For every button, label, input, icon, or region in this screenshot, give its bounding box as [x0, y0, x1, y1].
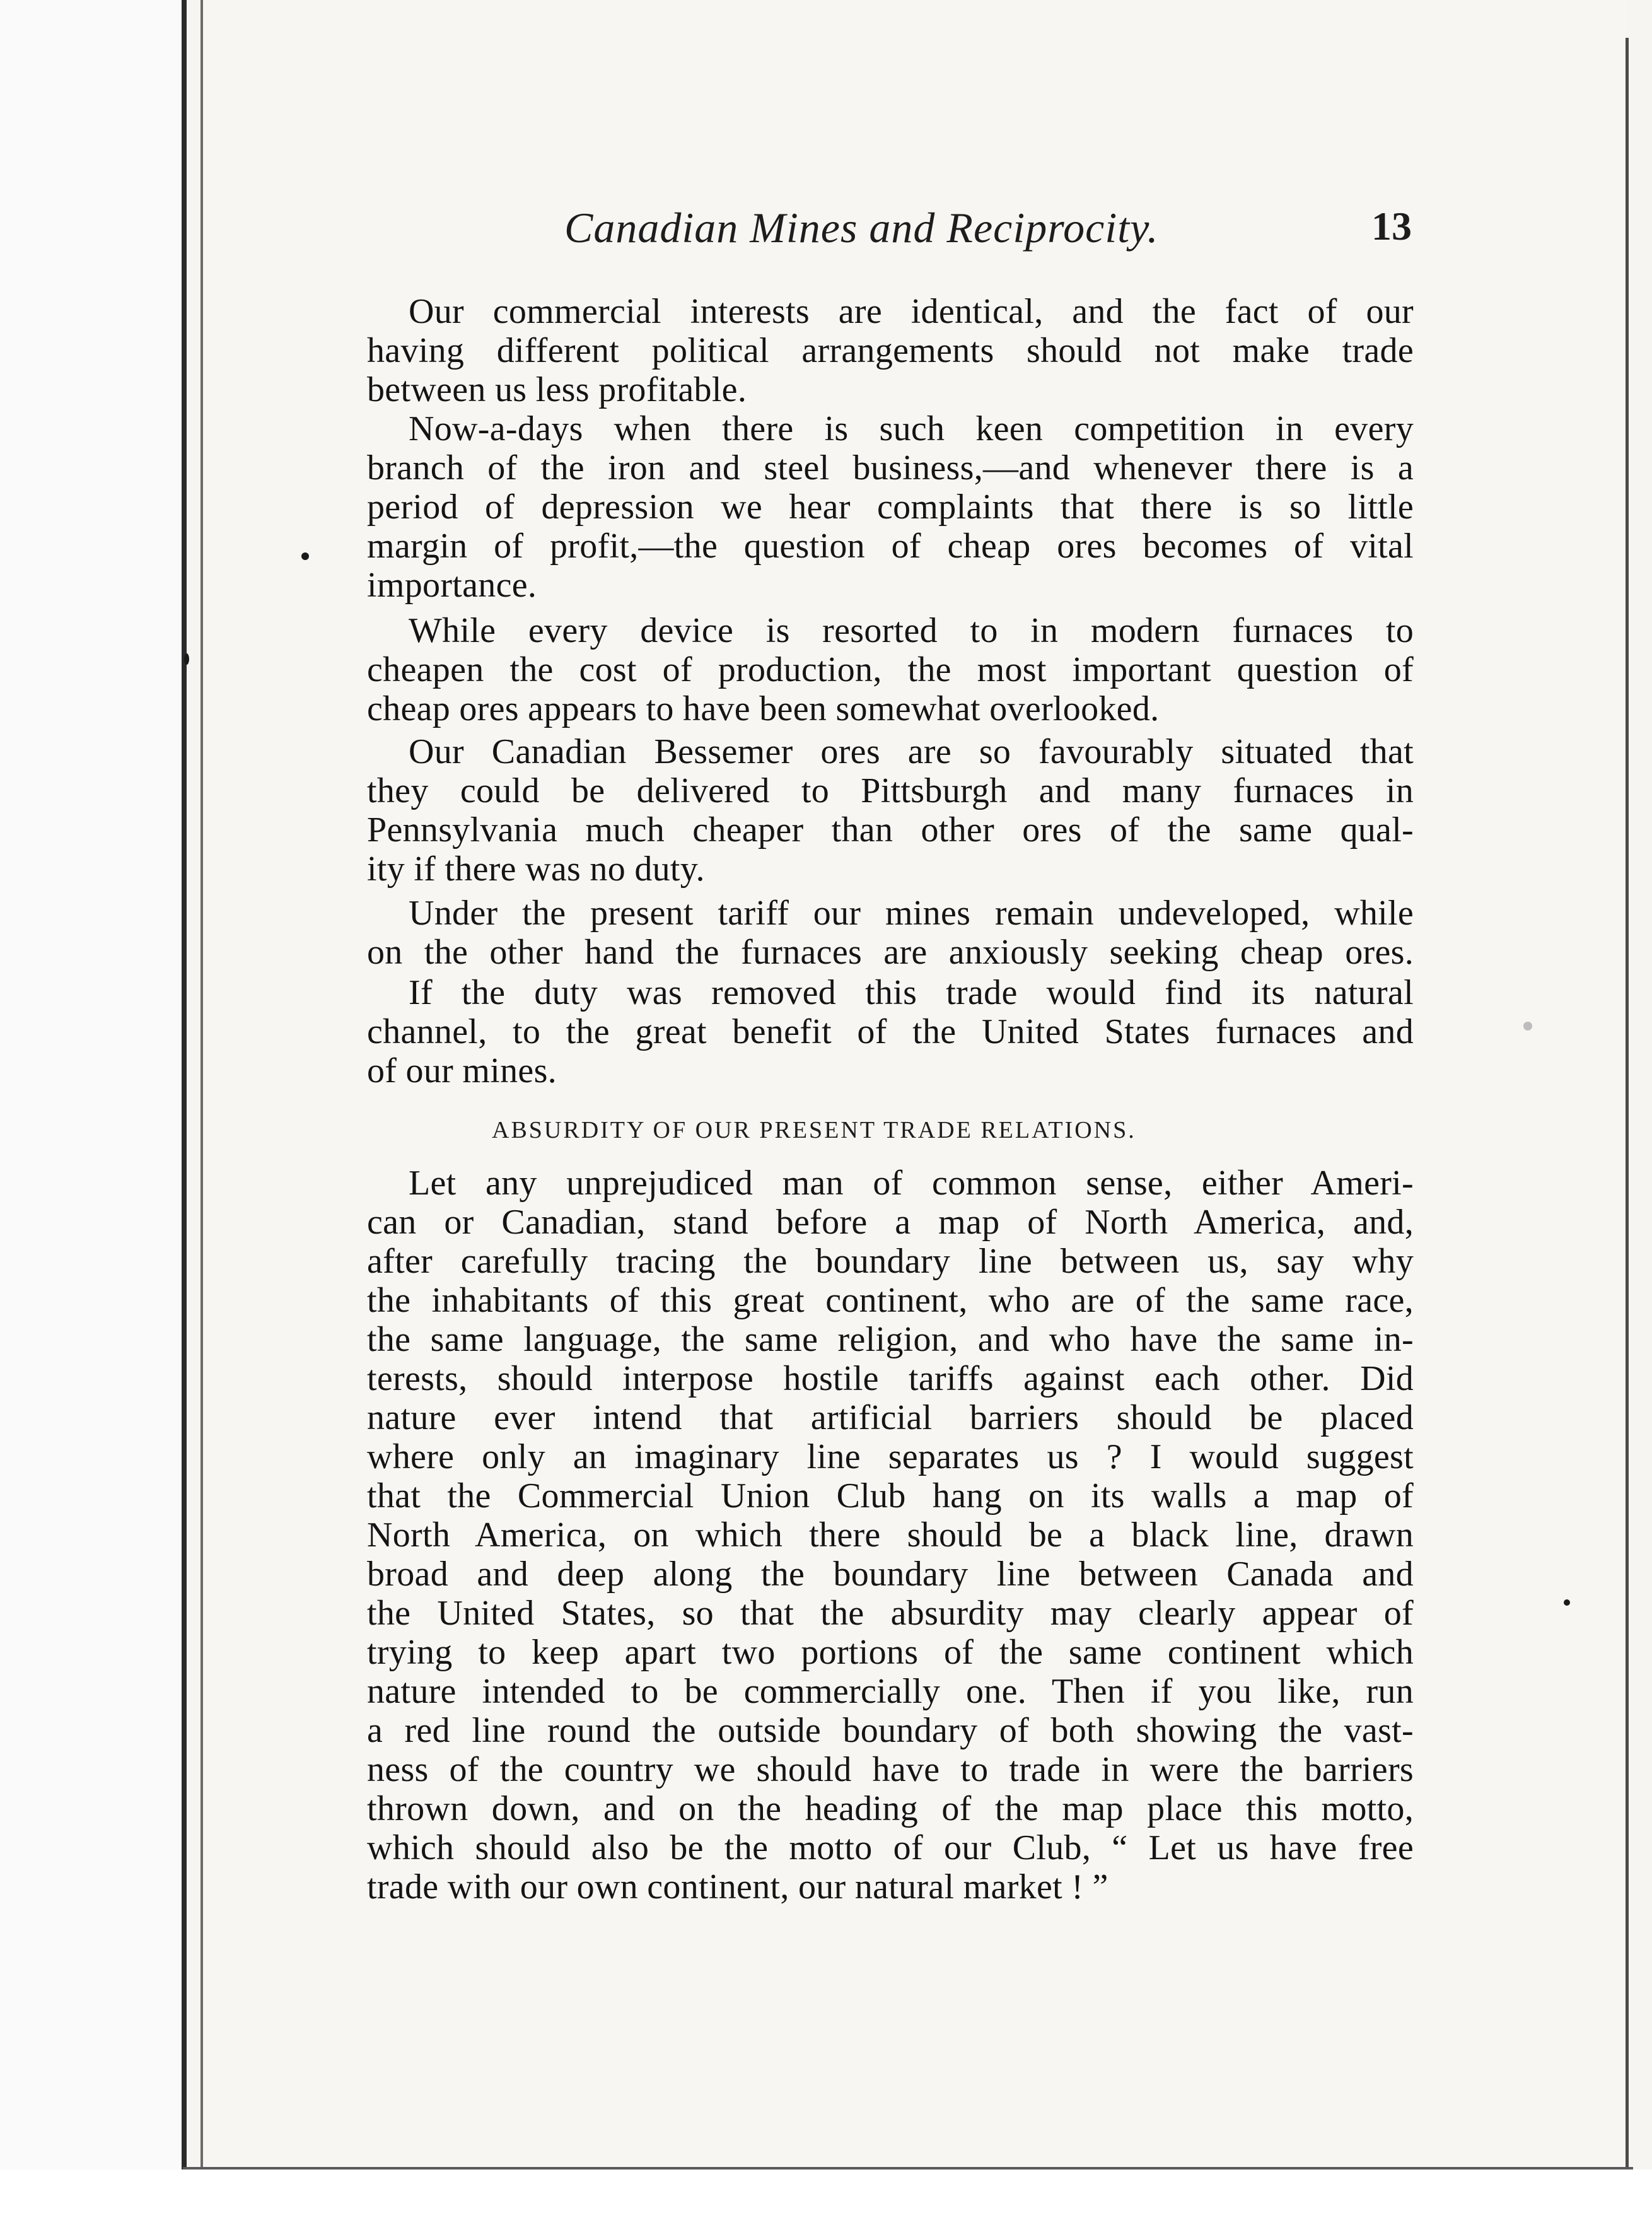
- text-line: cheapen the cost of production, the most important question of: [367, 650, 1414, 689]
- running-head: Canadian Mines and Reciprocity.: [564, 204, 1159, 252]
- text-line: Pennsylvania much cheaper than other ores of the same qual-: [367, 810, 1414, 850]
- text-line: Our Canadian Bessemer ores are so favourably situated that: [409, 732, 1414, 771]
- text-line: broad and deep along the boundary line between Canada and: [367, 1555, 1414, 1594]
- text-line: nature intended to be commercially one. Then if you like, run: [367, 1672, 1414, 1711]
- text-line: trying to keep apart two portions of the same continent which: [367, 1633, 1414, 1672]
- text-line: Under the present tariff our mines remain undeveloped, while: [409, 894, 1414, 933]
- text-line: ity if there was no duty.: [367, 850, 705, 889]
- text-line: a red line round the outside boundary of both showing the vast-: [367, 1711, 1414, 1750]
- text-line: thrown down, and on the heading of the map place this motto,: [367, 1789, 1414, 1828]
- text-line: If the duty was removed this trade would find its natural: [409, 973, 1414, 1012]
- text-line: terests, should interpose hostile tariffs against each other. Did: [367, 1359, 1414, 1398]
- scan-speck: [184, 653, 189, 665]
- text-line: branch of the iron and steel business,—and whenever there is a: [367, 448, 1414, 488]
- text-line: nature ever intend that artificial barriers should be placed: [367, 1398, 1414, 1437]
- text-line: Our commercial interests are identical, and the fact of our: [409, 292, 1414, 331]
- text-line: that the Commercial Union Club hang on its walls a map of: [367, 1476, 1414, 1515]
- text-line: having different political arrangements should not make trade: [367, 331, 1414, 370]
- text-line: which should also be the motto of our Club, “ Let us have free: [367, 1828, 1414, 1867]
- adjacent-page-edge: [0, 0, 183, 2225]
- text-line: channel, to the great benefit of the United States furnaces and: [367, 1012, 1414, 1051]
- text-line: they could be delivered to Pittsburgh and many furnaces in: [367, 771, 1414, 810]
- text-line: after carefully tracing the boundary line between us, say why: [367, 1242, 1414, 1281]
- page-number: 13: [1371, 204, 1412, 248]
- gutter-shadow: [182, 0, 187, 2182]
- text-line: period of depression we hear complaints that there is so little: [367, 488, 1414, 527]
- gutter-line: [201, 0, 203, 2182]
- text-line: between us less profitable.: [367, 370, 747, 409]
- text-line: the same language, the same religion, and who have the same in-: [367, 1320, 1414, 1359]
- text-line: of our mines.: [367, 1051, 557, 1090]
- text-line: margin of profit,—the question of cheap ores becomes of vital: [367, 527, 1414, 566]
- text-line: trade with our own continent, our natural market ! ”: [367, 1867, 1108, 1907]
- text-line: importance.: [367, 566, 537, 605]
- text-line: can or Canadian, stand before a map of North America, and,: [367, 1203, 1414, 1242]
- scan-speck: [301, 552, 309, 560]
- text-line: the United States, so that the absurdity may clearly appear of: [367, 1594, 1414, 1633]
- scan-speck: [1523, 1022, 1532, 1031]
- text-line: cheap ores appears to have been somewhat overlooked.: [367, 689, 1160, 728]
- page-right-edge: [1626, 38, 1629, 2170]
- scan-margin: [0, 2170, 1652, 2225]
- text-line: ness of the country we should have to trade in were the barriers: [367, 1750, 1414, 1789]
- text-line: the inhabitants of this great continent, who are of the same race,: [367, 1281, 1414, 1320]
- section-heading: ABSURDITY OF OUR PRESENT TRADE RELATIONS.: [492, 1117, 1136, 1143]
- text-line: North America, on which there should be a black line, drawn: [367, 1515, 1414, 1555]
- scan-speck: [1564, 1599, 1570, 1606]
- text-line: on the other hand the furnaces are anxiously seeking cheap ores.: [367, 933, 1414, 972]
- text-line: Now-a-days when there is such keen competition in every: [409, 409, 1414, 448]
- text-line: where only an imaginary line separates us ? I would suggest: [367, 1437, 1414, 1476]
- text-line: While every device is resorted to in modern furnaces to: [409, 611, 1414, 650]
- text-line: Let any unprejudiced man of common sense, either Ameri-: [409, 1164, 1414, 1203]
